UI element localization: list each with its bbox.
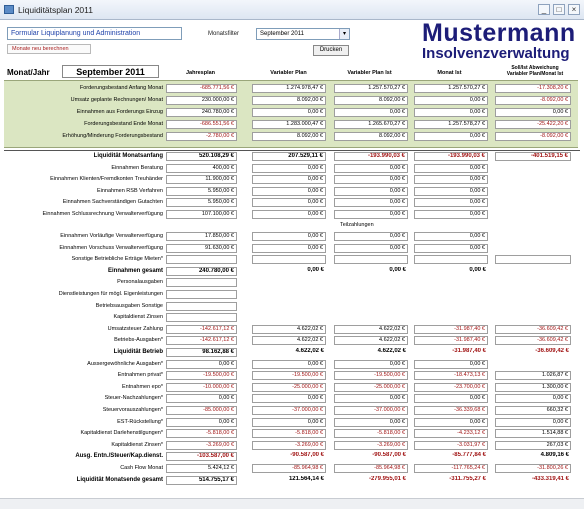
close-button[interactable]: × — [568, 4, 580, 15]
table-row — [0, 255, 580, 264]
table-row — [0, 476, 580, 485]
value-cell[interactable] — [166, 302, 237, 311]
row-label: Betriebsausgaben Sonstige — [95, 302, 163, 309]
value-cell[interactable]: 0,00 € — [414, 96, 488, 105]
window-titlebar — [0, 0, 584, 20]
row-label: Steuer-Nachzahlungen* — [104, 395, 163, 402]
row-label: Entnahmen epo* — [122, 383, 163, 390]
value-cell[interactable]: 0,00 € — [334, 418, 408, 427]
value-cell[interactable]: 0,00 € — [166, 418, 237, 427]
value-cell[interactable] — [495, 255, 571, 264]
value-cell[interactable]: 660,32 € — [495, 406, 571, 415]
value-cell[interactable]: 0,00 € — [334, 108, 408, 117]
table-row — [0, 210, 580, 219]
value-cell[interactable]: 0,00 € — [414, 108, 488, 117]
value-cell[interactable]: 8.092,00 € — [252, 132, 326, 141]
table-row — [0, 152, 580, 161]
maximize-button[interactable]: □ — [553, 4, 565, 15]
row-label: Kapitaldienst Zinsen* — [111, 441, 163, 448]
row-label: Steuervorauszahlungen* — [102, 407, 163, 413]
row-label: Einnahmen Schlussrechnung Verwalterverfügung — [42, 211, 163, 217]
table-row — [0, 406, 580, 415]
value-cell[interactable]: 8.092,00 € — [334, 132, 408, 141]
divider — [4, 150, 580, 151]
value-cell[interactable] — [334, 255, 408, 264]
logo-subtext: Insolvenzverwaltung — [422, 45, 570, 62]
value-cell[interactable]: -103.587,00 € — [166, 452, 237, 461]
table-row — [0, 187, 580, 196]
value-cell[interactable]: -18.473,13 € — [414, 371, 488, 380]
value-cell[interactable]: 1.026,87 € — [495, 371, 571, 380]
value-cell[interactable]: 0,00 € — [252, 360, 326, 369]
value-cell[interactable]: 0,00 € — [334, 198, 408, 207]
table-row — [0, 336, 580, 345]
value-cell[interactable]: 0,00 € — [166, 394, 237, 403]
value-cell[interactable]: 240.780,00 € — [166, 108, 237, 117]
value-cell[interactable]: 0,00 € — [334, 394, 408, 403]
teilzahlungen-label: Teilzahlungen — [340, 222, 374, 228]
value-cell[interactable]: 0,00 € — [414, 244, 488, 253]
table-row — [0, 464, 580, 473]
value-cell[interactable]: -5.818,00 € — [334, 429, 408, 438]
col-abweichung — [490, 65, 580, 77]
logo-text: Mustermann — [422, 19, 576, 47]
value-cell[interactable]: 91.630,00 € — [166, 244, 237, 253]
value-cell[interactable]: -19.500,00 € — [334, 371, 408, 380]
table-row — [0, 302, 580, 311]
value-cell[interactable]: -433.319,41 € — [531, 475, 569, 482]
table-row — [0, 175, 580, 184]
value-cell[interactable]: -37.000,00 € — [252, 406, 326, 415]
monthfilter-select[interactable] — [256, 28, 350, 40]
value-cell[interactable]: -31.987,40 € — [414, 336, 488, 345]
value-cell[interactable]: -142.617,12 € — [166, 336, 237, 345]
value-cell[interactable]: 0,00 € — [252, 187, 326, 196]
value-cell[interactable]: 5.950,00 € — [166, 198, 237, 207]
value-cell[interactable]: -10.000,00 € — [166, 383, 237, 392]
row-label: Erhöhung/Minderung Forderungsbestand — [62, 133, 163, 139]
table-row — [0, 290, 580, 299]
value-cell[interactable]: -17.308,20 € — [495, 84, 571, 93]
value-cell[interactable]: -90.587,00 € — [290, 452, 324, 459]
value-cell[interactable]: 240.780,00 € — [166, 267, 237, 276]
value-cell[interactable]: -142.617,12 € — [166, 325, 237, 334]
value-cell[interactable]: 1.257.570,27 € — [414, 84, 488, 93]
table-row — [0, 164, 580, 173]
value-cell[interactable]: 0,00 € — [252, 394, 326, 403]
value-cell[interactable]: 0,00 € — [307, 266, 324, 273]
value-cell[interactable]: 0,00 € — [334, 175, 408, 184]
value-cell[interactable] — [414, 255, 488, 264]
value-cell[interactable]: 1.300,00 € — [495, 383, 571, 392]
monthfilter-value: September 2011 — [260, 31, 304, 37]
value-cell[interactable]: 0,00 € — [252, 418, 326, 427]
row-label: Einnahmen gesamt — [107, 267, 163, 274]
value-cell[interactable]: -85.000,00 € — [166, 406, 237, 415]
recalc-months-button[interactable]: Monate neu berechnen — [7, 44, 91, 54]
value-cell[interactable]: 0,00 € — [166, 360, 237, 369]
value-cell[interactable] — [252, 255, 326, 264]
row-label: Einnahmen aus Forderungs Einzug — [76, 109, 163, 115]
value-cell[interactable]: 4.622,02 € — [252, 325, 326, 334]
row-label: Einnahmen Beratung — [111, 164, 163, 171]
value-cell[interactable]: 5.950,00 € — [166, 187, 237, 196]
value-cell[interactable]: 121.564,14 € — [288, 475, 324, 482]
value-cell[interactable]: -401.519,15 € — [495, 152, 571, 161]
month-label: Monat/Jahr — [7, 68, 50, 77]
value-cell[interactable]: 0,00 € — [414, 232, 488, 241]
row-label: Entnahmen privat* — [117, 372, 163, 379]
value-cell[interactable]: -3.031,97 € — [414, 441, 488, 450]
value-cell[interactable]: 8.092,00 € — [252, 96, 326, 105]
value-cell[interactable]: 4.622,02 € — [377, 348, 406, 354]
row-label: Forderungsbestand Anfang Monat — [79, 85, 163, 91]
value-cell[interactable]: 1.274.978,47 € — [252, 84, 326, 93]
row-label: Einnahmen Klienten/Fremdkonten Treuhänder — [50, 176, 163, 183]
value-cell[interactable]: 207.529,11 € — [252, 152, 326, 161]
value-cell[interactable]: 8.092,00 € — [334, 96, 408, 105]
value-cell[interactable]: 0,00 € — [334, 164, 408, 173]
value-cell[interactable]: -311.755,27 € — [449, 475, 486, 482]
value-cell[interactable] — [166, 313, 237, 322]
col-variabler-plan: Variabler Plan — [270, 70, 307, 76]
value-cell[interactable]: -36.609,42 € — [495, 325, 571, 334]
form-header — [0, 20, 584, 65]
value-cell[interactable]: -85.964,98 € — [334, 464, 408, 473]
col-variabler-plan-ist: Variabler Plan Ist — [347, 70, 392, 76]
month-field[interactable]: September 2011 — [62, 65, 159, 78]
table-row — [0, 244, 580, 253]
value-cell[interactable]: -279.955,01 € — [368, 475, 406, 482]
value-cell[interactable]: -193.990,03 € — [334, 152, 408, 161]
value-cell[interactable]: -8.092,00 € — [495, 132, 571, 141]
value-cell[interactable]: 0,00 € — [414, 360, 488, 369]
value-cell[interactable]: 4.622,02 € — [334, 325, 408, 334]
value-cell[interactable]: -36.339,68 € — [414, 406, 488, 415]
value-cell[interactable] — [166, 290, 237, 299]
value-cell[interactable]: 0,00 € — [334, 360, 408, 369]
row-label: Einnahmen Vorschuss Verwalterverfügung — [59, 244, 163, 251]
value-cell[interactable]: 0,00 € — [414, 187, 488, 196]
value-cell[interactable]: -31.800,26 € — [495, 464, 571, 473]
row-label: EST-Rückstellung* — [117, 418, 163, 425]
row-label: Einnahmen RSB Verfahren — [96, 187, 163, 194]
value-cell[interactable]: -31.987,40 € — [414, 325, 488, 334]
row-label: Umsatz geplante Rechnungen/ Monat — [70, 97, 163, 103]
value-cell[interactable]: -3.269,00 € — [334, 441, 408, 450]
value-cell[interactable]: -117.765,24 € — [414, 464, 488, 473]
value-cell[interactable]: 0,00 € — [334, 244, 408, 253]
col-abweichung-line2: Variabler Plan/Monat Ist — [506, 71, 564, 77]
value-cell[interactable]: 0,00 € — [414, 394, 488, 403]
value-cell[interactable]: 0,00 € — [252, 108, 326, 117]
value-cell[interactable]: -25.000,00 € — [252, 383, 326, 392]
value-cell[interactable] — [166, 255, 237, 264]
row-label: Personalausgaben — [117, 279, 163, 286]
row-label: Ausg. Entn./Steuer/Kap.dienst. — [75, 453, 163, 460]
value-cell[interactable]: 17.850,00 € — [166, 232, 237, 241]
value-cell[interactable]: -90.587,00 € — [372, 452, 406, 459]
row-label: Liquidität Betrieb — [113, 349, 163, 355]
value-cell[interactable]: 0,00 € — [334, 232, 408, 241]
value-cell[interactable]: -3.269,00 € — [252, 441, 326, 450]
table-row — [0, 278, 580, 287]
value-cell[interactable]: 1.514,88 € — [495, 429, 571, 438]
table-row — [0, 383, 580, 392]
value-cell[interactable]: -5.818,00 € — [166, 429, 237, 438]
value-cell[interactable]: 0,00 € — [414, 210, 488, 219]
value-cell[interactable]: 0,00 € — [495, 418, 571, 427]
value-cell[interactable]: -686.551,56 € — [166, 120, 237, 129]
value-cell[interactable] — [166, 278, 237, 287]
row-label: Forderungsbestand Ende Monat — [84, 121, 163, 127]
value-cell[interactable]: 4.622,02 € — [334, 336, 408, 345]
table-row — [0, 452, 580, 461]
value-cell[interactable]: -23.700,00 € — [414, 383, 488, 392]
value-cell[interactable]: -5.818,00 € — [252, 429, 326, 438]
value-cell[interactable]: 0,00 € — [495, 108, 571, 117]
col-monat-ist: Monat Ist — [437, 70, 462, 76]
table-row — [0, 418, 580, 427]
value-cell[interactable]: 4.809,16 € — [540, 452, 569, 459]
table-row — [0, 348, 580, 357]
row-label: Aussergewöhnliche Ausgaben* — [87, 360, 163, 367]
value-cell[interactable]: 98.162,88 € — [166, 348, 237, 357]
row-label: Einnahmen Vorläufige Verwalterverfügung — [60, 233, 163, 239]
value-cell[interactable]: -19.500,00 € — [252, 371, 326, 380]
table-row — [0, 429, 580, 438]
value-cell[interactable]: 267,03 € — [495, 441, 571, 450]
minimize-button[interactable]: _ — [538, 4, 550, 15]
value-cell[interactable]: 11.900,00 € — [166, 175, 237, 184]
value-cell[interactable]: 230.000,00 € — [166, 96, 237, 105]
value-cell[interactable]: -3.269,00 € — [166, 441, 237, 450]
value-cell[interactable]: 4.622,02 € — [295, 348, 324, 354]
table-row — [0, 84, 580, 93]
value-cell[interactable]: -36.609,42 € — [495, 336, 571, 345]
value-cell[interactable]: 0,00 € — [414, 164, 488, 173]
value-cell[interactable]: 0,00 € — [414, 132, 488, 141]
table-row — [0, 120, 580, 129]
row-label: Umsatzsteuer Zahlung — [107, 325, 163, 332]
value-cell[interactable]: -685.771,56 € — [166, 84, 237, 93]
value-cell[interactable]: -85.777,84 € — [452, 452, 486, 459]
value-cell[interactable]: 0,00 € — [414, 418, 488, 427]
row-label: Liquidität Monatsende gesamt — [76, 476, 163, 483]
value-cell[interactable]: -31.987,40 € — [452, 348, 486, 354]
value-cell[interactable]: 520.108,29 € — [166, 152, 237, 161]
value-cell[interactable]: 0,00 € — [334, 210, 408, 219]
row-label: Sonstige Betriebliche Erträge Mieten* — [71, 256, 163, 263]
table-row — [0, 232, 580, 241]
app-icon — [4, 5, 14, 14]
col-abweichung-line1: Soll/Ist Abweichung — [511, 65, 559, 71]
value-cell[interactable]: -2.780,00 € — [166, 132, 237, 141]
table-row — [0, 108, 580, 117]
row-label: Kapitaldienst Zinsen — [113, 314, 163, 321]
value-cell[interactable]: -19.500,00 € — [166, 371, 237, 380]
table-row — [0, 371, 580, 380]
value-cell[interactable]: 0,00 € — [334, 187, 408, 196]
value-cell[interactable]: -37.000,00 € — [334, 406, 408, 415]
row-label: Dienstleistungen für mögl. Eigenleistungen — [58, 291, 163, 297]
value-cell[interactable]: 0,00 € — [389, 266, 406, 273]
value-cell[interactable]: 1.283.000,47 € — [252, 120, 326, 129]
value-cell[interactable]: 0,00 € — [414, 175, 488, 184]
col-jahresplan: Jahresplan — [185, 70, 216, 76]
value-cell[interactable]: 0,00 € — [469, 266, 486, 273]
value-cell[interactable]: 0,00 € — [495, 394, 571, 403]
value-cell[interactable]: 0,00 € — [252, 175, 326, 184]
value-cell[interactable]: 514.755,17 € — [166, 476, 237, 485]
value-cell[interactable]: -85.964,98 € — [252, 464, 326, 473]
value-cell[interactable]: -25.422,20 € — [495, 120, 571, 129]
window-title: Liquiditätsplan 2011 — [18, 5, 93, 15]
table-row — [0, 325, 580, 334]
value-cell[interactable]: 0,00 € — [252, 210, 326, 219]
print-button[interactable]: Drucken — [313, 45, 349, 56]
form-subtitle: Formular Liquiplanung und Administration — [7, 27, 182, 40]
value-cell[interactable]: -36.609,42 € — [535, 348, 569, 354]
row-label: Betriebs-Ausgaben* — [114, 337, 163, 344]
value-cell[interactable]: -193.990,03 € — [414, 152, 488, 161]
value-cell[interactable]: -4.233,12 € — [414, 429, 488, 438]
value-cell[interactable]: 400,00 € — [166, 164, 237, 173]
value-cell[interactable]: -8.092,00 € — [495, 96, 571, 105]
table-row — [0, 394, 580, 403]
value-cell[interactable]: -25.000,00 € — [334, 383, 408, 392]
value-cell[interactable]: 107.100,00 € — [166, 210, 237, 219]
value-cell[interactable]: 0,00 € — [252, 244, 326, 253]
value-cell[interactable]: 4.622,02 € — [252, 336, 326, 345]
row-label: Einnahmen Sachverständigen Gutachten — [62, 199, 163, 206]
value-cell[interactable]: 0,00 € — [252, 164, 326, 173]
row-label: Liquidität Monatsanfang — [93, 153, 163, 159]
table-row — [0, 267, 580, 276]
value-cell[interactable]: 5.424,12 € — [166, 464, 237, 473]
value-cell[interactable]: 0,00 € — [252, 198, 326, 207]
value-cell[interactable]: 0,00 € — [252, 232, 326, 241]
table-row — [0, 441, 580, 450]
chevron-down-icon[interactable]: ▾ — [339, 29, 349, 39]
value-cell[interactable]: 1.265.670,27 € — [334, 120, 408, 129]
row-label: Kapitaldienst Darlehenstilgungen* — [80, 430, 163, 437]
row-label: Cash Flow Monat — [120, 465, 163, 471]
value-cell[interactable]: 0,00 € — [414, 198, 488, 207]
status-bar — [0, 498, 584, 509]
table-row — [0, 96, 580, 105]
table-row — [0, 132, 580, 141]
monthfilter-label: Monatsfilter — [208, 31, 240, 37]
table-row — [0, 313, 580, 322]
table-row — [0, 360, 580, 369]
value-cell[interactable]: 1.257.570,27 € — [334, 84, 408, 93]
table-row — [0, 198, 580, 207]
value-cell[interactable]: 1.257.578,27 € — [414, 120, 488, 129]
